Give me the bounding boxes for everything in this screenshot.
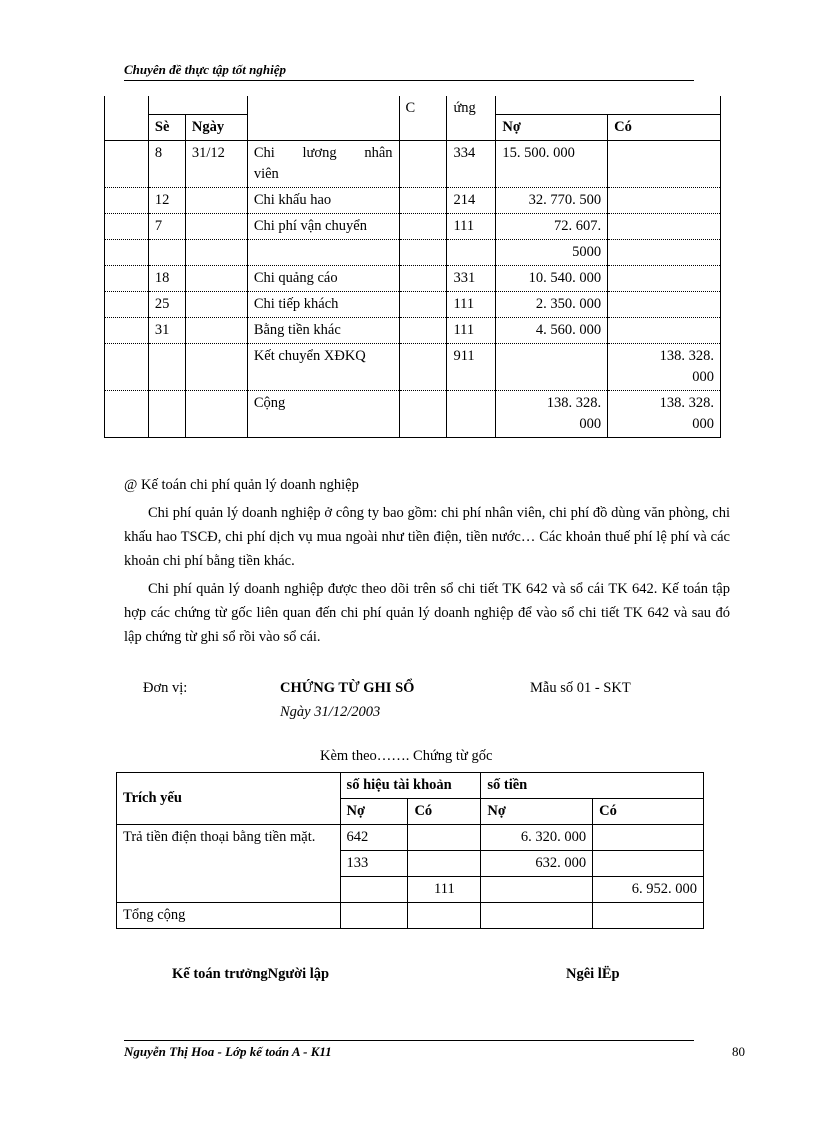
cell-tk: 111: [447, 292, 496, 318]
cell-ngay: [185, 240, 247, 266]
cell-text-cont: 000: [692, 369, 714, 385]
cell-tien-co: [593, 825, 704, 851]
cell-tk-no: 133: [340, 851, 408, 877]
cell-co: [608, 240, 721, 266]
cell-ngay: [185, 318, 247, 344]
paragraph-1: Chi phí quản lý doanh nghiệp ở công ty bao gồm: chi phí nhân viên, chi phí đồ dùng văn phòng, chi khấu hao TSCĐ, chi phí dịch vụ mua ngoài như tiền điện, tiền nước… Các khoản thuế phí lệ phí và các khoản chi phí bằng tiền khác.: [124, 505, 730, 569]
cell-tk: 334: [447, 141, 496, 188]
attachment-note: Kèm theo……. Chứng từ gốc: [320, 748, 493, 764]
col-trich-yeu-header: Trích yếu: [117, 773, 341, 825]
header-rule: [124, 80, 694, 81]
cell-ngay: [185, 344, 247, 391]
cell-tk: [447, 391, 496, 438]
cell-se: 8: [148, 141, 185, 188]
voucher-table: [116, 772, 704, 929]
cell-dien-giai: [247, 240, 399, 266]
footer-rule: [124, 1040, 694, 1041]
cell-co: [608, 188, 721, 214]
page-number: 80: [732, 1044, 745, 1059]
cell-se: 12: [148, 188, 185, 214]
cell-co: [608, 391, 721, 438]
cell-co: [608, 214, 721, 240]
cell-tien-no: [481, 877, 593, 903]
table-row: [105, 188, 721, 214]
cell-tk-co: [408, 825, 481, 851]
col-tk-no-header: Nợ: [340, 799, 408, 825]
cell-text-cont: 000: [579, 416, 602, 432]
cell-tien-co: 6. 952. 000: [593, 877, 704, 903]
col-no-header: Nợ: [496, 115, 608, 141]
cell-no: 72. 607.: [496, 214, 608, 240]
cell-se: 31: [148, 318, 185, 344]
cell-ngay: [185, 391, 247, 438]
cell-tk: 214: [447, 188, 496, 214]
cell-se: 25: [148, 292, 185, 318]
col-tien-co-header: Có: [593, 799, 704, 825]
table-row: [105, 344, 721, 391]
cell-no: 4. 560. 000: [496, 318, 608, 344]
cell-tk: 111: [447, 318, 496, 344]
col-co-header: Có: [608, 115, 721, 141]
table-total-row: [105, 391, 721, 438]
cell-ngay: [185, 214, 247, 240]
col-c-header: C: [399, 96, 447, 141]
section-heading: @ Kế toán chi phí quản lý doanh nghiệp: [124, 477, 359, 493]
running-header: Chuyên đề thực tập tốt nghiệp: [124, 62, 286, 77]
footer-author: Nguyễn Thị Hoa - Lớp kế toán A - K11: [124, 1044, 332, 1059]
cell-text: Chi lương nhân: [253, 145, 393, 161]
cell-tk-no: 642: [340, 825, 408, 851]
cell-dien-giai: Kết chuyển XĐKQ: [247, 344, 399, 391]
cell-dien-giai: Cộng: [247, 391, 399, 438]
cell-no: 2. 350. 000: [496, 292, 608, 318]
cell-total-label: Tổng cộng: [117, 903, 341, 929]
col-so-hieu-header: số hiệu tài khoản: [340, 773, 481, 799]
cell-no: [496, 344, 608, 391]
table-row: [105, 266, 721, 292]
cell-no: 15. 500. 000: [496, 141, 608, 188]
cell-dien-giai: [247, 141, 399, 188]
cell-tien-co: [593, 851, 704, 877]
cell-text-cont: 000: [692, 416, 714, 432]
cell-se: [148, 240, 185, 266]
don-vi-label: Đơn vị:: [143, 680, 188, 696]
cell-tien-no: 6. 320. 000: [481, 825, 593, 851]
cell-text: 138. 328.: [659, 395, 714, 411]
paragraph-2: Chi phí quản lý doanh nghiệp được theo dõi trên sổ chi tiết TK 642 và sổ cái TK 642. Kế toán tập hợp các chứng từ gốc liên quan đến chi phí quản lý doanh nghiệp để vào sổ chi tiết TK 642 và sau đó lập chứng từ ghi sổ rồi vào sổ cái.: [124, 581, 730, 645]
cell-no: [496, 391, 608, 438]
cell-description: Trả tiền điện thoại bằng tiền mặt.: [117, 825, 341, 903]
voucher-total-row: [117, 903, 704, 929]
col-tk-co-header: Có: [408, 799, 481, 825]
table-row: [105, 318, 721, 344]
cell-se: [148, 344, 185, 391]
cell-co: [608, 344, 721, 391]
cell-tk: [447, 240, 496, 266]
col-se-header: Sè: [148, 115, 185, 141]
cell-se: 18: [148, 266, 185, 292]
cell-text-cont: viên: [253, 166, 279, 182]
voucher-header-row-1: [117, 773, 704, 799]
signature-right: Ngêi lËp: [566, 966, 620, 982]
col-tien-no-header: Nợ: [481, 799, 593, 825]
cell-co: [608, 266, 721, 292]
table-row: [105, 214, 721, 240]
cell-ngay: [185, 292, 247, 318]
col-so-tien-header: số tiền: [481, 773, 704, 799]
cell-ngay: 31/12: [185, 141, 247, 188]
cell-text: 138. 328.: [546, 395, 602, 411]
cell-no: 10. 540. 000: [496, 266, 608, 292]
cell-no: 5000: [496, 240, 608, 266]
voucher-date: Ngày 31/12/2003: [280, 704, 381, 720]
cell-tk: 911: [447, 344, 496, 391]
cell-dien-giai: Chi khấu hao: [247, 188, 399, 214]
cell-tk: 111: [447, 214, 496, 240]
cell-dien-giai: Chi tiếp khách: [247, 292, 399, 318]
col-ngay-header: Ngày: [185, 115, 247, 141]
table-row: [105, 141, 721, 188]
cell-tk: 331: [447, 266, 496, 292]
cell-co: [608, 292, 721, 318]
cell-dien-giai: Chi quảng cáo: [247, 266, 399, 292]
cell-se: 7: [148, 214, 185, 240]
cell-ngay: [185, 266, 247, 292]
table-row: [105, 240, 721, 266]
cell-text: 138. 328.: [659, 348, 714, 364]
cell-dien-giai: Bằng tiền khác: [247, 318, 399, 344]
cell-tien-no: 632. 000: [481, 851, 593, 877]
col-ung-header: ứng: [447, 96, 496, 141]
signature-left: Kế toán trưởngNgười lập: [172, 966, 330, 982]
cell-dien-giai: Chi phí vận chuyển: [247, 214, 399, 240]
cell-tk-co: [408, 851, 481, 877]
expense-ledger-table: [104, 96, 721, 438]
cell-co: [608, 141, 721, 188]
table-header-row-1: [105, 96, 721, 115]
cell-tk-co: 111: [408, 877, 481, 903]
cell-no: 32. 770. 500: [496, 188, 608, 214]
voucher-title: CHỨNG TỪ GHI SỔ: [280, 680, 415, 696]
cell-ngay: [185, 188, 247, 214]
form-number: Mẫu số 01 - SKT: [530, 680, 631, 696]
voucher-row: [117, 825, 704, 851]
table-row: [105, 292, 721, 318]
cell-se: [148, 391, 185, 438]
cell-tk-no: [340, 877, 408, 903]
cell-co: [608, 318, 721, 344]
